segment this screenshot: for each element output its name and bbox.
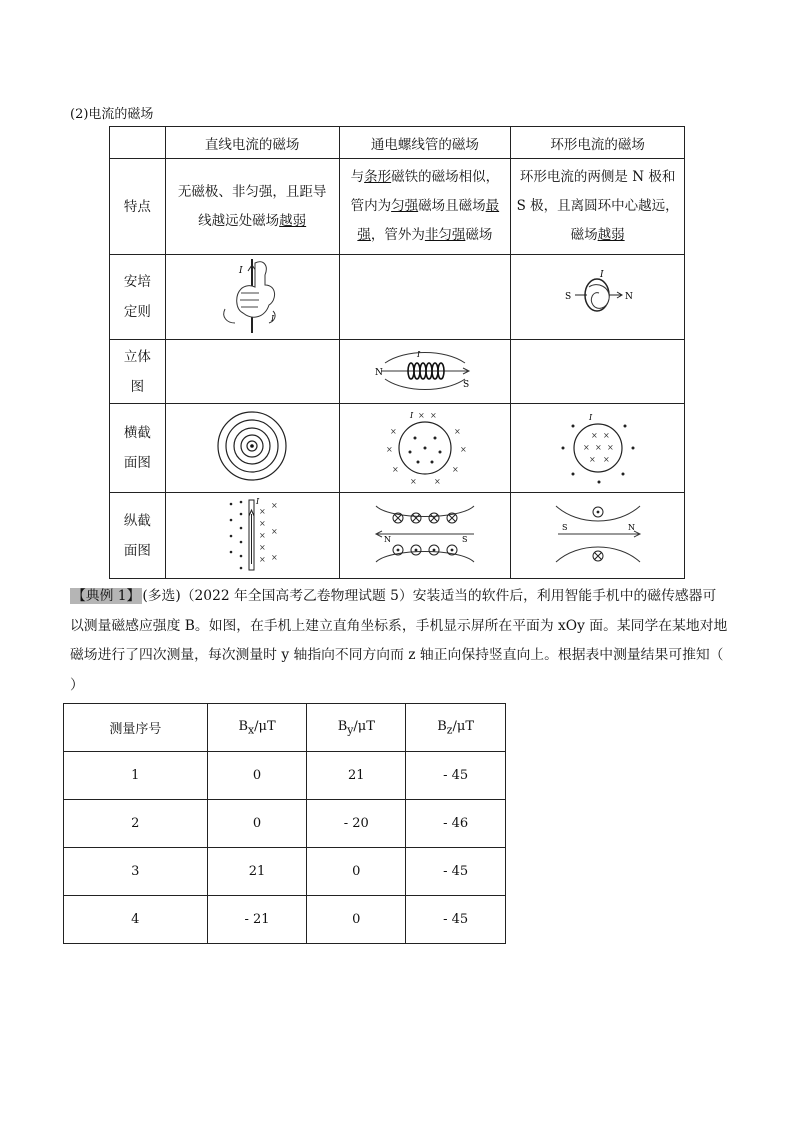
svg-text:N: N bbox=[624, 292, 633, 302]
svg-text:×: × bbox=[451, 465, 459, 474]
header-bx: $B_x/\mu T$ bbox=[207, 704, 307, 752]
svg-text:×: × bbox=[385, 445, 393, 454]
table-row bbox=[64, 752, 506, 800]
svg-text:×: × bbox=[433, 477, 441, 486]
stereo-solenoid-cell bbox=[339, 340, 511, 404]
row-feature bbox=[110, 159, 685, 255]
svg-text:I: I bbox=[239, 266, 243, 276]
row-longitudinal bbox=[110, 493, 685, 579]
measurement-table bbox=[63, 703, 506, 944]
table-header-row bbox=[110, 127, 685, 159]
ampere-straight-cell bbox=[165, 255, 339, 340]
svg-text:×: × bbox=[429, 411, 437, 420]
feature-solenoid: 与条形磁铁的磁场相似， 管内为匀强磁场且磁场最 强，管外为非匀强磁场 bbox=[339, 159, 511, 255]
ampere-solenoid-cell bbox=[339, 255, 511, 340]
svg-text:×: × bbox=[259, 506, 266, 516]
svg-text:×: × bbox=[259, 518, 266, 528]
solenoid-field-icon bbox=[375, 343, 475, 397]
wire-longitudinal-icon bbox=[207, 494, 297, 574]
cell-seq: 2 bbox=[64, 800, 208, 848]
svg-text:×: × bbox=[453, 427, 461, 436]
svg-text:×: × bbox=[459, 445, 467, 454]
svg-text:I: I bbox=[256, 496, 260, 506]
right-hand-straight-wire-icon bbox=[207, 255, 297, 335]
svg-text:I: I bbox=[409, 411, 414, 420]
cell-bz: - 45 bbox=[406, 848, 506, 896]
table-row bbox=[64, 896, 506, 944]
svg-text:S: S bbox=[461, 534, 468, 544]
label-feature: 特点 bbox=[110, 159, 166, 255]
concentric-field-lines-icon bbox=[212, 406, 292, 486]
header-bz: $B_z/\mu T$ bbox=[406, 704, 506, 752]
ring-longitudinal-icon bbox=[548, 496, 648, 572]
svg-text:×: × bbox=[271, 500, 278, 510]
svg-text:×: × bbox=[271, 526, 278, 536]
svg-text:×: × bbox=[417, 411, 425, 420]
cell-bz: - 46 bbox=[406, 800, 506, 848]
example-tag: 【典例 1】 bbox=[72, 588, 141, 604]
cross-ring-cell bbox=[511, 404, 685, 493]
svg-text:S: S bbox=[561, 522, 568, 532]
label-longitudinal: 纵截 面图 bbox=[110, 493, 166, 579]
svg-text:N: N bbox=[374, 367, 383, 378]
svg-text:I: I bbox=[588, 413, 592, 422]
long-straight-cell bbox=[165, 493, 339, 579]
row-ampere bbox=[110, 255, 685, 340]
svg-text:×: × bbox=[259, 530, 266, 540]
label-ampere: 安培 定则 bbox=[110, 255, 166, 340]
row-stereo bbox=[110, 340, 685, 404]
long-solenoid-cell bbox=[339, 493, 511, 579]
solenoid-cross-section-icon bbox=[380, 404, 470, 488]
ampere-ring-cell bbox=[511, 255, 685, 340]
header-solenoid: 通电螺线管的磁场 bbox=[339, 127, 511, 159]
svg-text:N: N bbox=[383, 534, 391, 544]
svg-text:×: × bbox=[391, 465, 399, 474]
ring-cross-section-icon bbox=[553, 404, 643, 488]
cell-bx: - 21 bbox=[207, 896, 307, 944]
cell-by: - 20 bbox=[307, 800, 406, 848]
header-by: $B_y/\mu T$ bbox=[307, 704, 406, 752]
svg-text:×: × bbox=[590, 431, 598, 440]
stereo-straight-cell bbox=[165, 340, 339, 404]
svg-text:×: × bbox=[271, 552, 278, 562]
svg-text:×: × bbox=[259, 554, 266, 564]
example-question bbox=[70, 582, 728, 700]
stereo-ring-cell bbox=[511, 340, 685, 404]
header-ring: 环形电流的磁场 bbox=[511, 127, 685, 159]
svg-text:S: S bbox=[564, 292, 571, 302]
svg-text:×: × bbox=[409, 477, 417, 486]
cross-solenoid-cell bbox=[339, 404, 511, 493]
svg-text:×: × bbox=[259, 542, 266, 552]
cell-bx: 0 bbox=[207, 800, 307, 848]
feature-straight: 无磁极、非匀强，且距导 线越远处磁场越弱 bbox=[165, 159, 339, 255]
svg-text:×: × bbox=[602, 455, 610, 464]
label-cross-section: 横截 面图 bbox=[110, 404, 166, 493]
svg-text:S: S bbox=[462, 379, 470, 390]
right-hand-ring-icon bbox=[553, 265, 643, 325]
cell-bz: - 45 bbox=[406, 896, 506, 944]
cell-bz: - 45 bbox=[406, 752, 506, 800]
svg-text:I: I bbox=[599, 270, 604, 280]
svg-text:×: × bbox=[606, 443, 614, 452]
header-corner bbox=[110, 127, 166, 159]
table-row bbox=[64, 848, 506, 896]
cell-seq: 3 bbox=[64, 848, 208, 896]
cell-by: 0 bbox=[307, 896, 406, 944]
solenoid-longitudinal-icon bbox=[370, 496, 480, 572]
long-ring-cell bbox=[511, 493, 685, 579]
cell-seq: 4 bbox=[64, 896, 208, 944]
row-cross-section bbox=[110, 404, 685, 493]
header-straight: 直线电流的磁场 bbox=[165, 127, 339, 159]
svg-text:I: I bbox=[416, 349, 421, 359]
measurement-header-row bbox=[64, 704, 506, 752]
svg-text:I: I bbox=[271, 314, 275, 323]
cell-bx: 0 bbox=[207, 752, 307, 800]
cross-straight-cell bbox=[165, 404, 339, 493]
example-text: (多选)（2022 年全国高考乙卷物理试题 5）安装适当的软件后，利用智能手机中的磁传感器可以测量磁感应强度 B。如图，在手机上建立直角坐标系，手机显示屏所在平面为 xOy 面。某同学在某地对地磁场进行了四次测量，每次测量时 y 轴指向不同方向而 z 轴正向保持竖直向上。根据表中测量结果可推知（ ） bbox=[70, 588, 728, 693]
svg-text:×: × bbox=[389, 427, 397, 436]
feature-ring: 环形电流的两侧是 N 极和 S 极，且离圆环中心越远， 磁场越弱 bbox=[511, 159, 685, 255]
magnetic-field-table bbox=[109, 126, 685, 579]
header-seq: 测量序号 bbox=[64, 704, 208, 752]
cell-by: 21 bbox=[307, 752, 406, 800]
cell-bx: 21 bbox=[207, 848, 307, 896]
section-title: (2)电流的磁场 bbox=[70, 107, 154, 122]
svg-text:×: × bbox=[594, 443, 602, 452]
label-stereo: 立体 图 bbox=[110, 340, 166, 404]
cell-by: 0 bbox=[307, 848, 406, 896]
table-row bbox=[64, 800, 506, 848]
svg-text:N: N bbox=[627, 522, 635, 532]
svg-text:×: × bbox=[582, 443, 590, 452]
svg-text:×: × bbox=[588, 455, 596, 464]
cell-seq: 1 bbox=[64, 752, 208, 800]
svg-text:×: × bbox=[602, 431, 610, 440]
